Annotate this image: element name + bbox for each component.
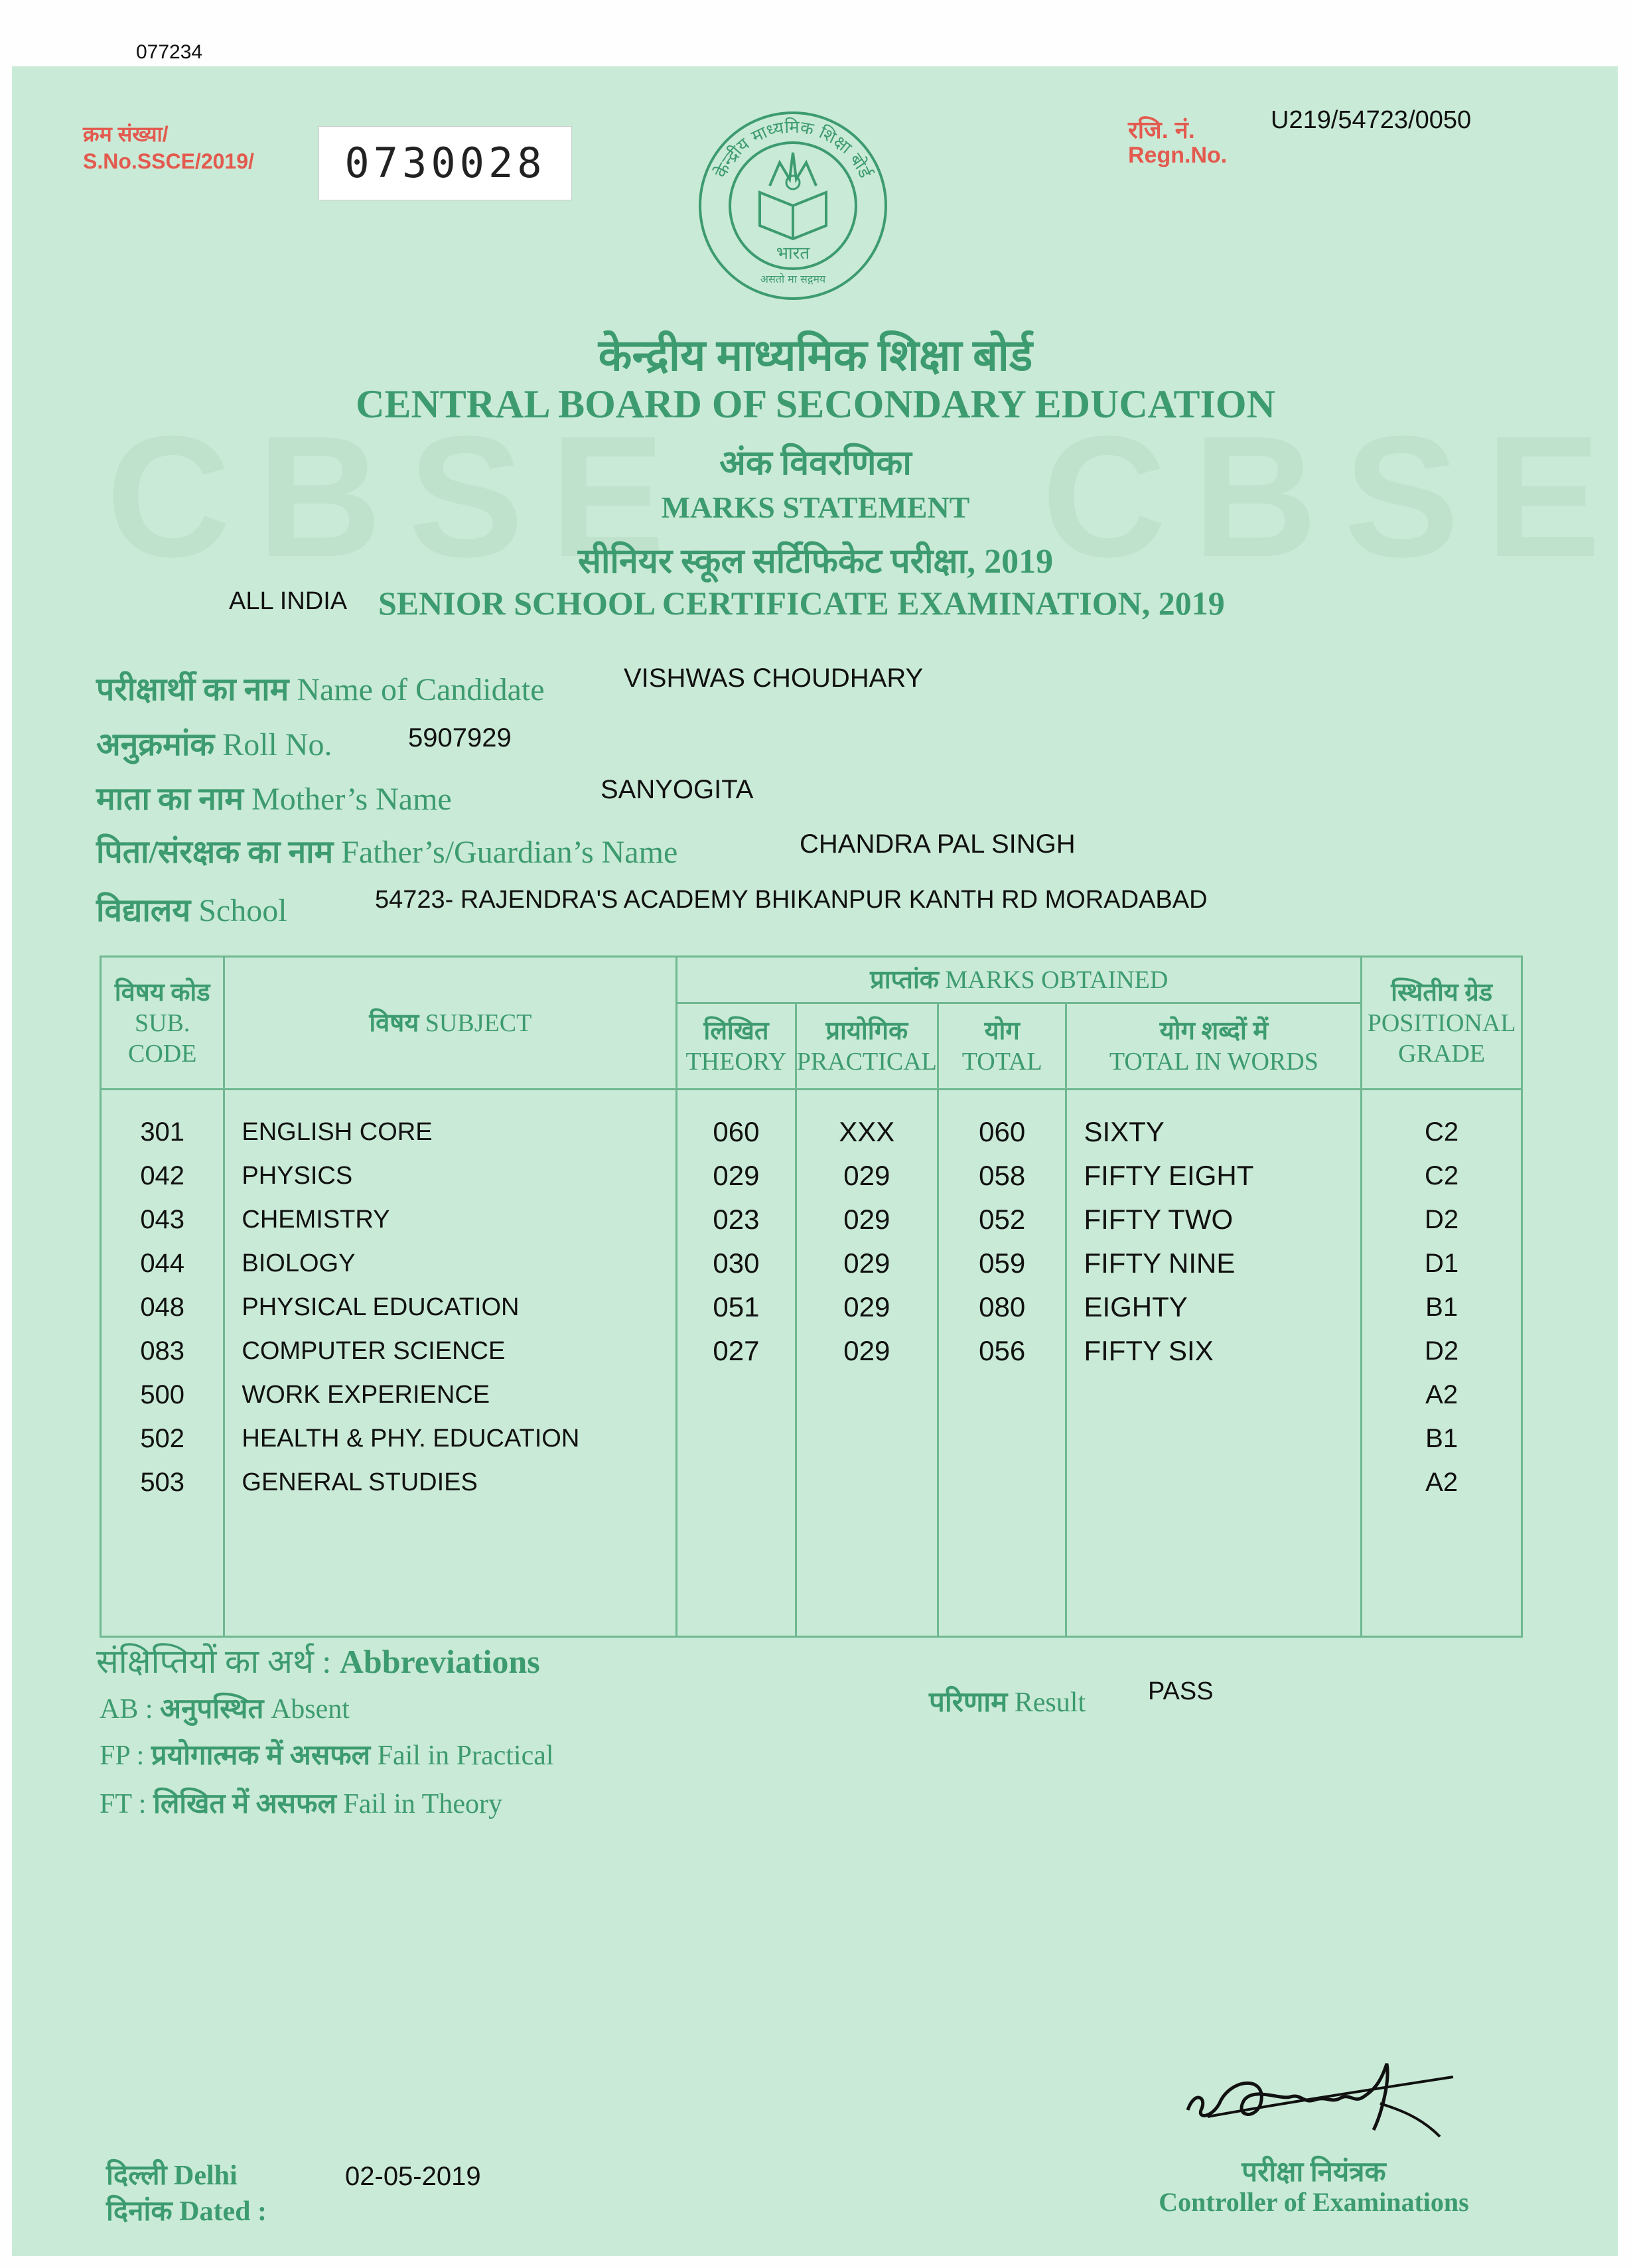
subject-name: HEALTH & PHY. EDUCATION [242, 1425, 580, 1453]
father-name-label [96, 829, 677, 873]
header-total-hi: योग [984, 1017, 1020, 1045]
emblem-motto: असतो मा सद्गमय [760, 273, 826, 285]
total-in-words [1067, 1373, 1360, 1417]
candidate-name-label [96, 667, 545, 710]
regn-label-hi: रजि. नं. [1128, 116, 1195, 143]
total-marks [939, 1417, 1066, 1460]
header-code-en2: CODE [127, 1039, 197, 1068]
subject-name: PHYSICS [242, 1162, 353, 1190]
result-value: PASS [1148, 1677, 1214, 1705]
serial-label-en: S.No.SSCE/2019/ [83, 149, 254, 173]
total-in-words: FIFTY TWO [1084, 1204, 1234, 1235]
total-in-words: SIXTY [1084, 1116, 1165, 1147]
place-label-hi: दिल्ली [106, 2161, 167, 2191]
positional-grade: A2 [1425, 1380, 1458, 1409]
abbr-en: Fail in Theory [343, 1789, 502, 1819]
header-subject [224, 957, 677, 1090]
abbreviation-absent [100, 1689, 350, 1727]
practical-marks [797, 1417, 937, 1460]
board-name-hi: केन्द्रीय माध्यमिक शिक्षा बोर्ड [598, 332, 1033, 380]
theory-marks [677, 1373, 795, 1417]
header-subject-hi: विषय [369, 1009, 419, 1037]
theory-marks: 030 [713, 1247, 760, 1279]
subject-name: ENGLISH CORE [242, 1118, 433, 1146]
controller-title-hi: परीक्षा नियंत्रक [1241, 2157, 1386, 2188]
theory-marks [677, 1417, 795, 1460]
header-code [101, 957, 224, 1090]
subject-code: 301 [140, 1117, 185, 1147]
header-words-en: TOTAL IN WORDS [1109, 1047, 1318, 1076]
total-in-words: EIGHTY [1084, 1291, 1188, 1322]
practical-marks: 029 [843, 1247, 890, 1279]
doc-title-en: MARKS STATEMENT [661, 490, 970, 524]
dated-label-en: Dated : [179, 2196, 267, 2227]
practical-marks: XXX [839, 1116, 895, 1147]
positional-grade: A2 [1425, 1468, 1458, 1497]
column-code [101, 1090, 224, 1637]
theory-marks: 060 [713, 1116, 760, 1147]
dated-label [106, 2191, 267, 2229]
header-code-en1: SUB. [134, 1009, 190, 1037]
candidate-name-label-en: Name of Candidate [297, 672, 545, 707]
practical-marks: 029 [843, 1291, 890, 1322]
total-in-words [1067, 1460, 1360, 1504]
mother-name-label-hi: माता का नाम [96, 782, 244, 817]
header-marks-obtained [677, 957, 1362, 1003]
positional-grade: C2 [1425, 1117, 1459, 1147]
positional-grade: B1 [1425, 1424, 1458, 1453]
column-grade [1362, 1090, 1522, 1637]
header-theory [677, 1003, 796, 1090]
positional-grade: D2 [1425, 1336, 1459, 1366]
subject-name: WORK EXPERIENCE [242, 1381, 490, 1409]
header-theory-en: THEORY [685, 1047, 787, 1076]
issue-date: 02-05-2019 [345, 2162, 481, 2191]
header-practical [796, 1003, 938, 1090]
header-code-hi: विषय कोड [114, 978, 210, 1007]
header-grade-hi: स्थितीय ग्रेड [1391, 978, 1493, 1007]
header-marks-en: MARKS OBTAINED [945, 965, 1169, 994]
column-total [938, 1090, 1066, 1637]
subject-code: 083 [140, 1336, 185, 1366]
header-subject-en: SUBJECT [425, 1009, 532, 1037]
practical-marks [797, 1460, 937, 1504]
abbr-hi: लिखित में असफल [153, 1789, 336, 1819]
total-in-words: FIFTY NINE [1084, 1247, 1236, 1279]
subject-name: COMPUTER SCIENCE [242, 1337, 506, 1365]
cbse-emblem-icon [693, 106, 892, 305]
subject-code: 500 [140, 1380, 185, 1409]
positional-grade: D2 [1425, 1205, 1459, 1234]
school-label-hi: विद्यालय [96, 893, 191, 928]
father-name-label-en: Father’s/Guardian’s Name [341, 835, 678, 870]
column-total-words [1066, 1090, 1362, 1637]
emblem-bottom-text: भारत [776, 244, 810, 263]
place-label-en: Delhi [173, 2161, 238, 2191]
header-marks-hi: प्राप्तांक [870, 965, 939, 994]
candidate-name-label-hi: परीक्षार्थी का नाम [96, 672, 289, 707]
header-grade-en1: POSITIONAL [1367, 1009, 1516, 1037]
school-label-en: School [198, 893, 287, 928]
subject-code: 044 [140, 1249, 185, 1278]
header-grade [1362, 957, 1522, 1090]
abbreviation-fail-practical [100, 1735, 554, 1773]
theory-marks: 023 [713, 1204, 760, 1235]
subject-code: 043 [140, 1205, 185, 1234]
abbr-hi: अनुपस्थित [160, 1694, 264, 1725]
father-name: CHANDRA PAL SINGH [800, 829, 1076, 859]
subject-name: CHEMISTRY [242, 1206, 390, 1234]
header-theory-hi: लिखित [703, 1017, 769, 1045]
mother-name-label-en: Mother’s Name [251, 782, 452, 817]
header-grade-en2: GRADE [1398, 1039, 1486, 1068]
controller-signature [1181, 2037, 1460, 2150]
total-in-words: FIFTY SIX [1084, 1335, 1214, 1366]
subject-code: 502 [140, 1424, 185, 1453]
header-total [938, 1003, 1066, 1090]
watermark-right: CBSE [1042, 401, 1628, 593]
mother-name: SANYOGITA [601, 775, 754, 804]
abbreviations-title-hi: संक्षिप्तियों का अर्थ : [96, 1643, 332, 1680]
abbreviations-title-en: Abbreviations [339, 1643, 540, 1680]
total-marks: 056 [979, 1335, 1026, 1366]
total-marks: 080 [979, 1291, 1026, 1322]
total-marks: 052 [979, 1204, 1026, 1235]
roll-label-en: Roll No. [222, 727, 332, 762]
svg-text:केन्द्रीय माध्यमिक शिक्षा बोर् [711, 117, 876, 182]
abbreviation-fail-theory [100, 1784, 502, 1821]
school-name: 54723- RAJENDRA'S ACADEMY BHIKANPUR KANTH RD MORADABAD [375, 886, 1208, 914]
header-practical-en: PRACTICAL [796, 1047, 937, 1076]
total-marks: 058 [979, 1160, 1026, 1191]
dated-label-hi: दिनांक [106, 2196, 173, 2227]
regn-number: U219/54723/0050 [1271, 106, 1472, 134]
result-label-en: Result [1014, 1687, 1086, 1718]
header-words-hi: योग शब्दों में [1159, 1017, 1269, 1045]
roll-label [96, 722, 332, 765]
total-marks: 059 [979, 1247, 1026, 1279]
theory-marks: 029 [713, 1160, 760, 1191]
practical-marks [797, 1373, 937, 1417]
header-total-en: TOTAL [961, 1047, 1042, 1076]
serial-number: 0730028 [319, 126, 572, 200]
document-id: 077234 [136, 41, 203, 63]
abbr-code: AB : [100, 1694, 153, 1725]
board-name-en: CENTRAL BOARD OF SECONDARY EDUCATION [356, 382, 1275, 426]
positional-grade: D1 [1425, 1249, 1459, 1278]
subject-code: 042 [140, 1161, 185, 1190]
exam-scope: ALL INDIA [229, 587, 348, 615]
total-in-words: FIFTY EIGHT [1084, 1160, 1254, 1191]
result-label-hi: परिणाम [929, 1687, 1008, 1718]
subject-name: GENERAL STUDIES [242, 1468, 478, 1496]
abbr-en: Fail in Practical [377, 1740, 554, 1771]
total-marks [939, 1373, 1066, 1417]
column-practical [796, 1090, 938, 1637]
abbr-en: Absent [270, 1694, 350, 1725]
exam-name-en: SENIOR SCHOOL CERTIFICATE EXAMINATION, 2019 [378, 585, 1225, 622]
exam-name-hi: सीनियर स्कूल सर्टिफिकेट परीक्षा, 2019 [577, 543, 1054, 581]
regn-label-en: Regn.No. [1128, 143, 1228, 168]
abbr-code: FP : [100, 1740, 145, 1771]
marks-table [100, 956, 1523, 1638]
mother-name-label [96, 776, 452, 819]
column-subject [224, 1090, 677, 1637]
practical-marks: 029 [843, 1335, 890, 1366]
practical-marks: 029 [843, 1204, 890, 1235]
theory-marks: 027 [713, 1335, 760, 1366]
roll-label-hi: अनुक्रमांक [96, 727, 215, 762]
abbreviations-title [96, 1638, 540, 1683]
roll-number: 5907929 [408, 723, 512, 752]
subject-name: BIOLOGY [242, 1249, 356, 1277]
emblem-ring-text: केन्द्रीय माध्यमिक शिक्षा बोर्ड [711, 117, 875, 181]
serial-label-hi: क्रम संख्या/ [83, 122, 169, 146]
theory-marks [677, 1460, 795, 1504]
doc-title-hi: अंक विवरणिका [719, 445, 912, 482]
place-label [106, 2155, 238, 2193]
column-theory [677, 1090, 796, 1637]
positional-grade: B1 [1425, 1293, 1458, 1322]
abbr-hi: प्रयोगात्मक में असफल [151, 1740, 371, 1771]
watermark-left: CBSE [106, 401, 692, 593]
subject-name: PHYSICAL EDUCATION [242, 1293, 520, 1321]
candidate-name: VISHWAS CHOUDHARY [624, 664, 924, 693]
school-label [96, 888, 287, 931]
abbr-code: FT : [100, 1789, 147, 1819]
theory-marks: 051 [713, 1291, 760, 1322]
header-practical-hi: प्रायोगिक [825, 1017, 908, 1045]
father-name-label-hi: पिता/संरक्षक का नाम [96, 835, 334, 870]
subject-code: 503 [140, 1468, 185, 1497]
controller-title-en: Controller of Examinations [1159, 2187, 1469, 2217]
total-marks [939, 1460, 1066, 1504]
header-total-words [1066, 1003, 1362, 1090]
total-marks: 060 [979, 1116, 1026, 1147]
positional-grade: C2 [1425, 1161, 1459, 1190]
subject-code: 048 [140, 1293, 185, 1322]
result-label [929, 1682, 1086, 1720]
practical-marks: 029 [843, 1160, 890, 1191]
total-in-words [1067, 1417, 1360, 1460]
